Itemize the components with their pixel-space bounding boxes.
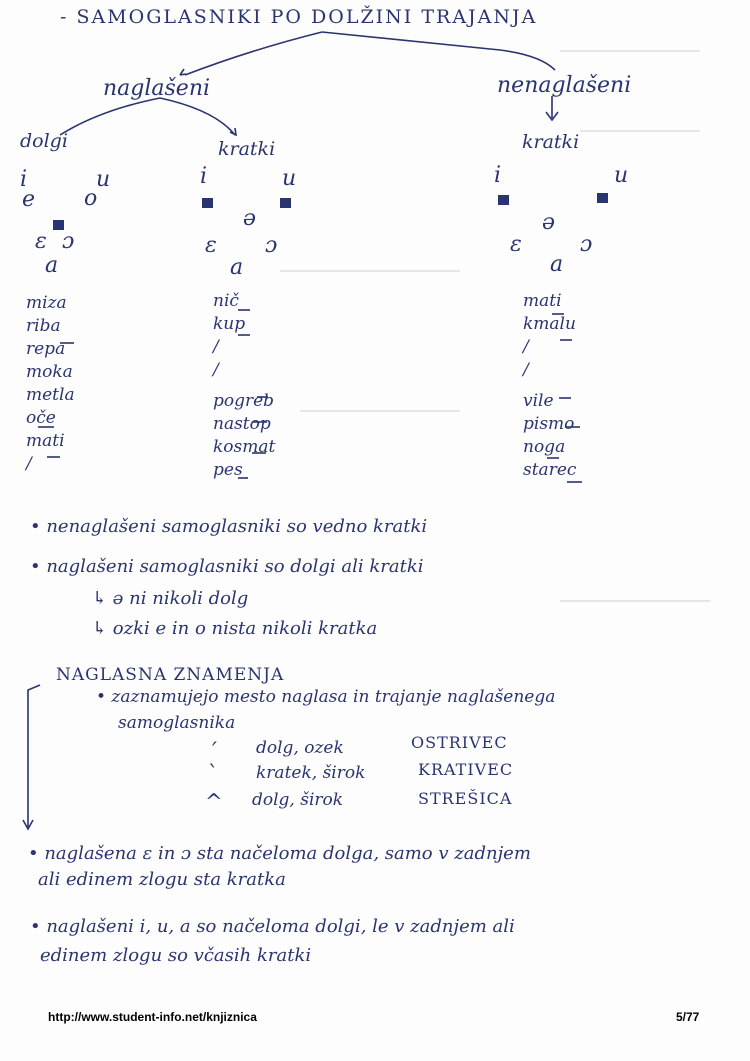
word-list-long: [26, 292, 75, 476]
acute-sign: ´: [208, 740, 219, 764]
vowel-open-e: ɛ: [510, 232, 522, 257]
accent-name-circumflex: STREŠICA: [418, 789, 513, 808]
vowel-u: u: [96, 167, 111, 192]
list-item: miza: [26, 293, 67, 313]
gap-square: [202, 198, 213, 208]
list-item: riba: [26, 316, 61, 336]
accent-description-cont: samoglasnika: [118, 713, 236, 733]
vowel-a: a: [550, 252, 564, 277]
circumflex-sign: ^: [205, 790, 223, 814]
list-item: oče: [26, 408, 56, 428]
accent-desc-circumflex: dolg, širok: [252, 790, 344, 810]
vowel-u: u: [614, 163, 629, 188]
note-schwa: ↳ ə ni nikoli dolg: [92, 588, 249, 609]
note-eps-open-o: • naglašena ɛ in ɔ sta načeloma dolga, samo v zadnjem: [28, 843, 531, 864]
note-narrow-eo: ↳ ozki e in o nista nikoli kratka: [92, 618, 378, 639]
list-item: kup: [213, 314, 246, 334]
accent-name-grave: KRATIVEC: [418, 760, 514, 779]
word-list-short: [213, 290, 275, 482]
list-item: starec: [523, 460, 577, 480]
subbranch-long: dolgi: [20, 130, 68, 152]
list-item: /: [213, 360, 219, 380]
vowel-u: u: [282, 166, 297, 191]
subbranch-unstressed-short: kratki: [522, 131, 580, 153]
list-item: /: [26, 454, 32, 474]
gap-square: [597, 193, 608, 203]
list-item: nič: [213, 291, 239, 311]
branch-unstressed: nenaglašeni: [497, 73, 632, 98]
list-item: vile: [523, 391, 554, 411]
accent-desc-grave: kratek, širok: [256, 763, 366, 783]
word-list-unstressed: [523, 290, 576, 482]
note-stressed-long-short: • naglašeni samoglasniki so dolgi ali kratki: [30, 556, 424, 577]
vowel-open-o: ɔ: [580, 232, 593, 257]
subbranch-short: kratki: [218, 138, 276, 160]
note-unstressed-short: • nenaglašeni samoglasniki so vedno kratki: [30, 516, 428, 537]
gap-square: [280, 198, 291, 208]
accent-desc-acute: dolg, ozek: [256, 738, 344, 758]
vowel-open-o: ɔ: [265, 233, 278, 258]
vowel-i: i: [20, 167, 28, 192]
list-item: pogreb: [213, 391, 275, 411]
gap-square: [498, 195, 509, 205]
page-number: 5/77: [676, 1010, 700, 1024]
list-item: mati: [26, 431, 65, 451]
vowel-schwa: ə: [243, 206, 257, 231]
list-item: moka: [26, 362, 73, 382]
accent-name-acute: OSTRIVEC: [411, 733, 508, 752]
branch-stressed: naglašeni: [103, 76, 211, 101]
note-iua: • naglašeni i, u, a so načeloma dolgi, le v zadnjem ali: [30, 916, 515, 937]
list-item: mati: [523, 291, 562, 311]
list-item: /: [523, 360, 529, 380]
list-item: repa: [26, 339, 66, 359]
vowel-e: e: [22, 187, 36, 212]
note-iua-cont: edinem zlogu so včasih kratki: [40, 945, 312, 966]
list-item: metla: [26, 385, 75, 405]
list-item: pes: [213, 460, 243, 480]
list-item: /: [213, 337, 219, 357]
vowel-i: i: [200, 164, 208, 189]
grave-sign: `: [208, 762, 219, 786]
accent-heading: NAGLASNA ZNAMENJA: [56, 665, 285, 685]
vowel-a: a: [230, 255, 244, 280]
list-item: noga: [523, 437, 566, 457]
vowel-open-o: ɔ: [62, 229, 75, 254]
accent-description: • zaznamujejo mesto naglasa in trajanje naglašenega: [96, 687, 556, 707]
footer-url: http://www.student-info.net/knjiznica: [48, 1010, 257, 1024]
list-item: kmalu: [523, 314, 576, 334]
vowel-open-e: ɛ: [35, 229, 47, 254]
list-item: nastop: [213, 414, 271, 434]
vowel-a: a: [45, 253, 59, 278]
page-title: - SAMOGLASNIKI PO DOLŽINI TRAJANJA: [60, 6, 538, 28]
list-item: /: [523, 337, 529, 357]
note-eps-open-o-cont: ali edinem zlogu sta kratka: [38, 869, 286, 890]
list-item: kosmat: [213, 437, 276, 457]
list-item: pismo: [523, 414, 575, 434]
vowel-schwa: ə: [542, 210, 556, 235]
vowel-o: o: [84, 186, 98, 211]
vowel-open-e: ɛ: [205, 233, 217, 258]
vowel-i: i: [494, 163, 502, 188]
